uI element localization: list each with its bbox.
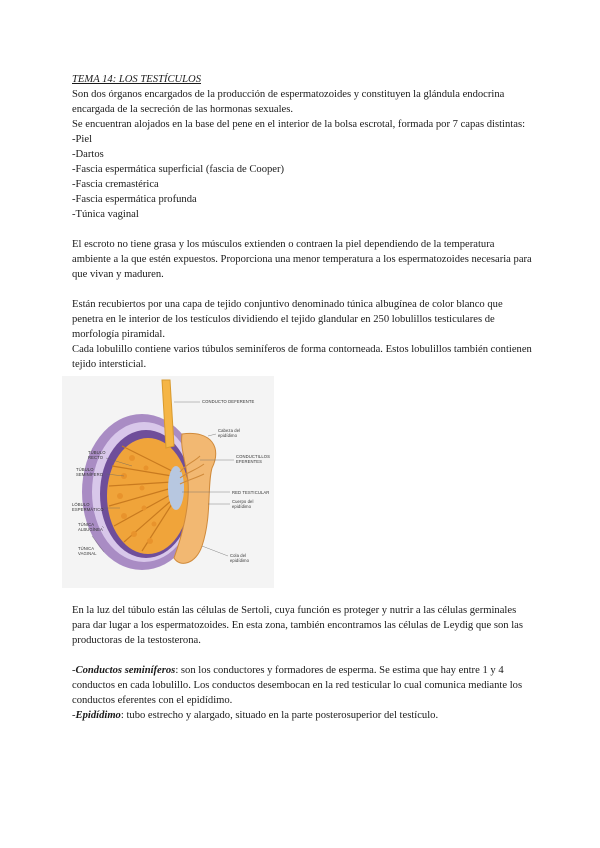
tubule-coil <box>131 531 137 537</box>
label-tubulo-recto: TÚBULO <box>88 450 106 455</box>
label-cola-epididimo-2: epidídimo <box>230 558 250 563</box>
epididimo-term: Epidídimo <box>75 710 121 721</box>
scrotum-paragraph: El escroto no tiene grasa y los músculos extienden o contraen la piel dependiendo de la temperatura ambiente a la que estén expuestos. Proporciona una menor temperatura a los espermatozoides necesaria para que vivan y maduren. <box>72 239 532 280</box>
list-item: -Túnica vaginal <box>72 209 139 220</box>
layer-list <box>72 132 532 222</box>
label-tubulo-recto-2: RECTO <box>88 455 104 460</box>
seminiferos-dash: - <box>72 665 76 676</box>
tubule-coil <box>117 493 123 499</box>
epididimo-text: : tubo estrecho y alargado, situado en la parte posterosuperior del testículo. <box>120 710 439 721</box>
label-tunica-vaginal-2: VAGINAL <box>78 551 97 556</box>
label-red-testicular: RED TESTICULAR <box>232 490 270 495</box>
label-tunica-albuginea: TÚNICA <box>78 522 95 527</box>
tubule-coil <box>147 538 153 544</box>
label-tunica-vaginal: TÚNICA <box>78 546 95 551</box>
label-conductillos-eferentes-2: EFERENTES <box>236 459 263 464</box>
epididimo-dash: - <box>72 710 76 721</box>
list-item: -Fascia cremastérica <box>72 179 159 190</box>
epididimo-paragraph <box>72 708 532 723</box>
lobule-paragraph: Cada lobulillo contiene varios túbulos seminíferos de forma contorneada. Estos lobulillos también contienen tejido intersticial. <box>72 344 532 370</box>
page-title: TEMA 14: LOS TESTÍCULOS <box>72 74 202 85</box>
spacer <box>72 588 532 603</box>
label-tubulo-seminifero-2: SEMINÍFERO <box>76 472 104 477</box>
seminiferos-term: Conductos seminíferos <box>75 665 176 676</box>
testis-diagram <box>62 376 274 588</box>
list-item: -Fascia espermática superficial (fascia de Cooper) <box>72 164 285 175</box>
rete-testis <box>168 466 184 510</box>
label-conducto-deferente: CONDUCTO DEFERENTE <box>202 399 255 404</box>
list-item: -Dartos <box>72 149 104 160</box>
list-item: -Piel <box>72 134 93 145</box>
tubule-coil <box>152 522 157 527</box>
label-conductillos-eferentes: CONDUCTILLOS <box>236 454 271 459</box>
covering-paragraph: Están recubiertos por una capa de tejido conjuntivo denominado túnica albugínea de color blanco que penetra en le interior de los testículos dividiendo el tejido glandular en 250 lobulillos testiculares de morfología piramidal. <box>72 299 503 340</box>
list-item: -Fascia espermática profunda <box>72 194 197 205</box>
spacer <box>72 282 532 297</box>
label-cabeza-epididimo: Cabeza del <box>218 428 241 433</box>
sertoli-paragraph: En la luz del túbulo están las células de Sertoli, cuya función es proteger y nutrir a las células germinales para dar lugar a los espermatozoides. En esta zona, también encontramos las células de Leydig que son las productoras de la testosterona. <box>72 605 523 646</box>
tubule-coil <box>140 486 145 491</box>
tubule-coil <box>129 455 135 461</box>
label-cuerpo-epididimo: Cuerpo del <box>232 499 254 504</box>
document-page <box>72 72 532 723</box>
label-cuerpo-epididimo-2: epidídimo <box>232 504 252 509</box>
tubule-coil <box>144 466 149 471</box>
label-lobulo-espermatico: LÓBULO <box>72 502 90 507</box>
testis-illustration <box>62 376 274 588</box>
label-cola-epididimo: Cola del <box>230 553 247 558</box>
label-lobulo-espermatico-2: ESPERMÁTICO <box>72 507 104 512</box>
seminiferos-paragraph <box>72 663 532 708</box>
spacer <box>72 648 532 663</box>
label-tubulo-seminifero: TÚBULO <box>76 467 94 472</box>
intro-paragraph-1: Son dos órganos encargados de la producción de espermatozoides y constituyen la glándula endocrina encargada de la secreción de las hormonas sexuales. <box>72 89 505 115</box>
label-cabeza-epididimo-2: epidídimo <box>218 433 238 438</box>
tubule-coil <box>142 506 147 511</box>
spacer <box>72 222 532 237</box>
intro-paragraph-2: Se encuentran alojados en la base del pene en el interior de la bolsa escrotal, formada por 7 capas distintas: <box>72 119 526 130</box>
label-tunica-albuginea-2: ALBUGÍNEA <box>78 527 103 532</box>
seminiferos-text: : son los conductores y formadores de esperma. Se estima que hay entre 1 y 4 conductos en cada lobulillo. Los conductos desembocan en la red testicular lo cual comunica mediante los conductos eferentes con el epidídimo. <box>72 665 523 706</box>
tubule-coil <box>121 513 127 519</box>
